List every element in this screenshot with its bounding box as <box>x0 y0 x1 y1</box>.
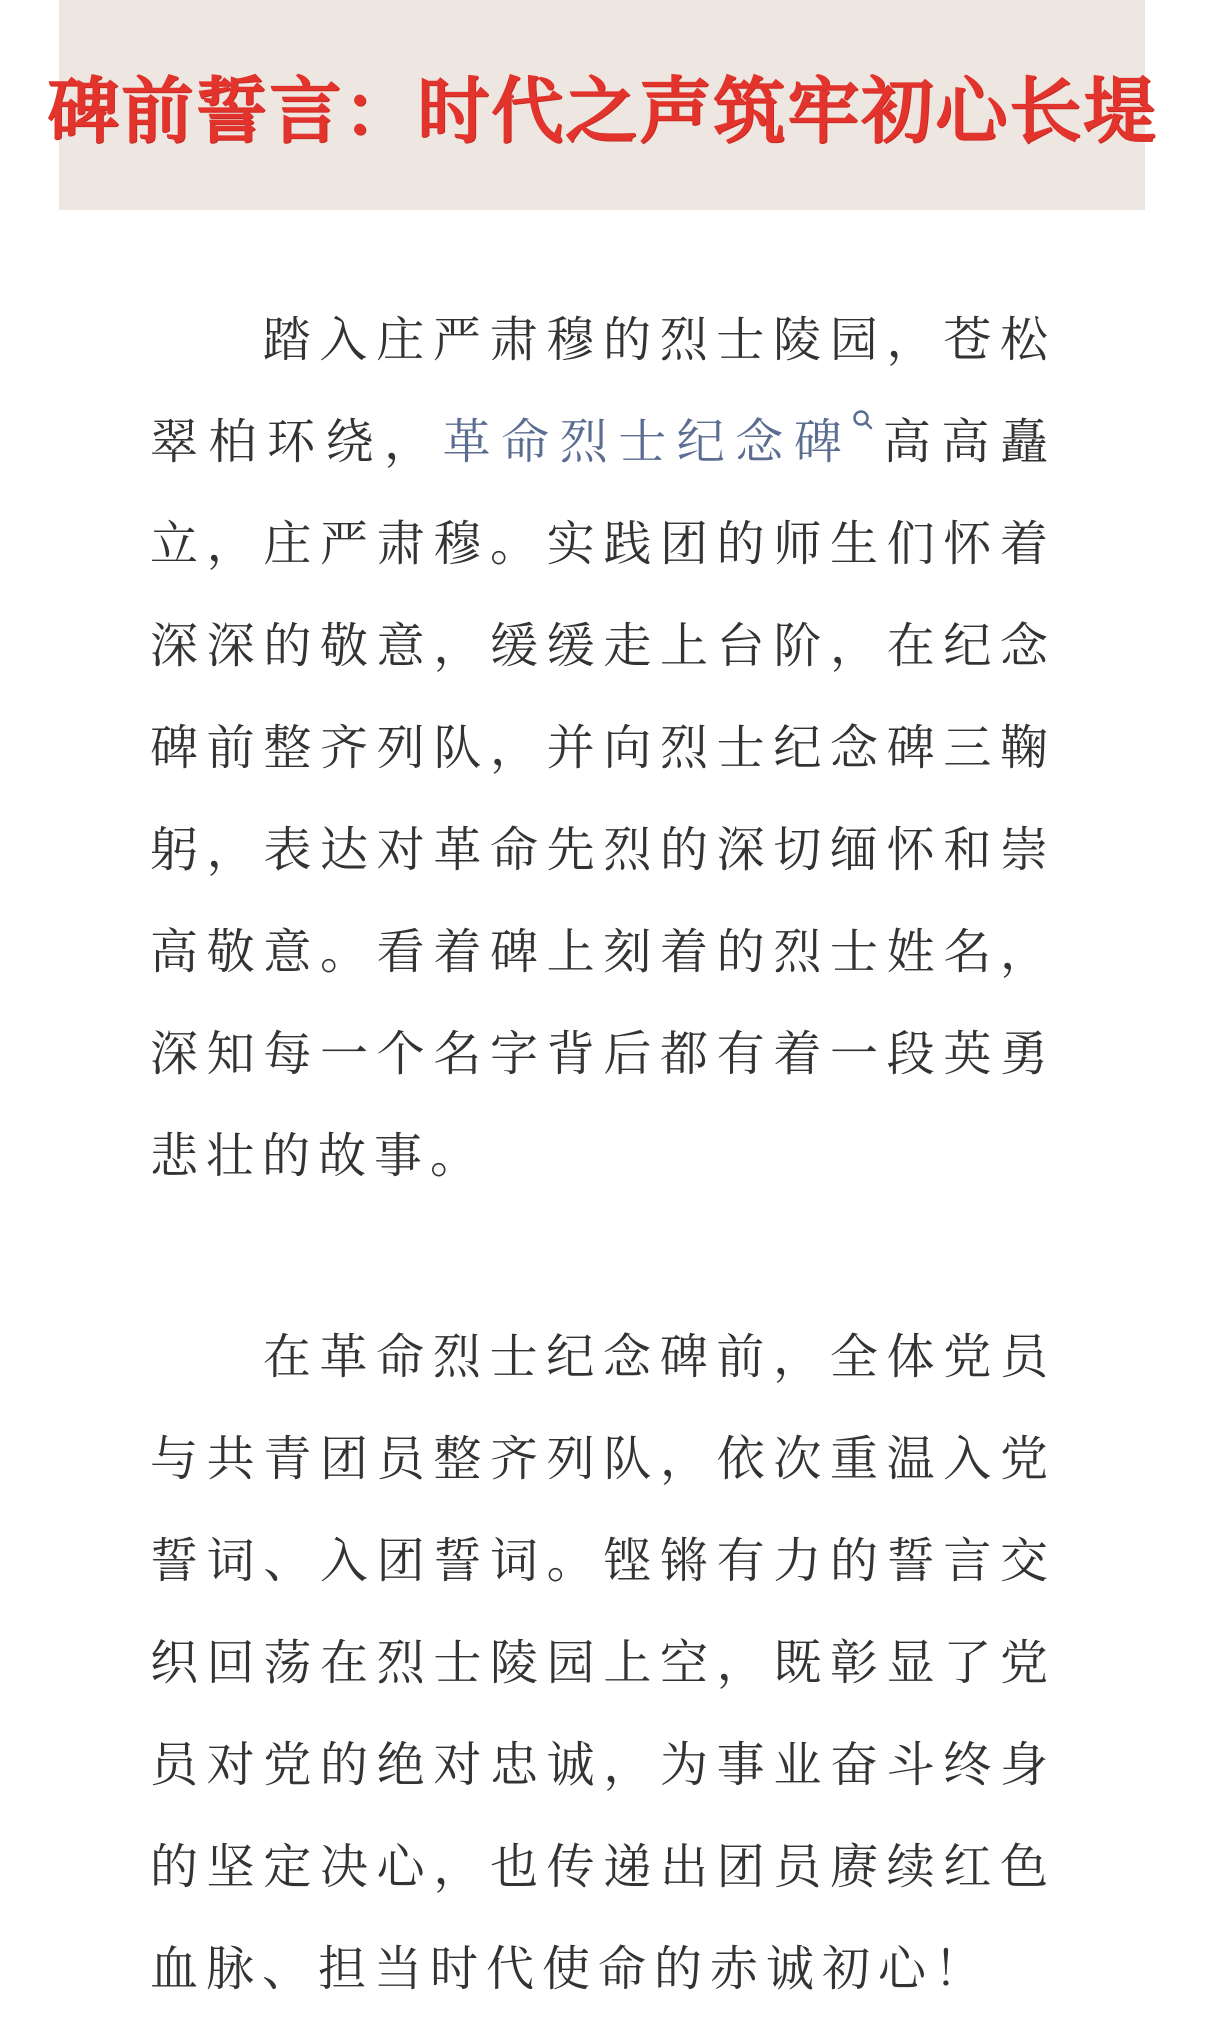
search-icon[interactable] <box>852 409 876 439</box>
title-banner <box>47 0 1158 210</box>
article-paragraph-1 <box>150 289 1056 1207</box>
page-title: 碑前誓言：时代之声筑牢初心长堤 <box>47 68 1158 153</box>
paragraph-1-text-start: 踏入庄严肃穆的烈士陵园，苍松翠柏环绕， <box>150 312 1056 470</box>
article-paragraph-2 <box>150 1306 1056 2020</box>
paragraph-1-text-end: 高高矗立，庄严肃穆。实践团的师生们怀着深深的敬意，缓缓走上台阶，在纪念碑前整齐列队，并向烈士纪念碑三鞠躬，表达对革命先烈的深切缅怀和崇高敬意。看着碑上刻着的烈士姓名，深知每一个名字背后都有着一段英勇悲壮的故事。 <box>150 414 1056 1184</box>
paragraph-2-text: 在革命烈士纪念碑前，全体党员与共青团员整齐列队，依次重温入党誓词、入团誓词。铿锵有力的誓言交织回荡在烈士陵园上空，既彰显了党员对党的绝对忠诚，为事业奋斗终身的坚定决心，也传递出团员赓续红色血脉、担当时代使命的赤诚初心！ <box>150 1329 1056 1997</box>
keyword-link-monument[interactable]: 革命烈士纪念碑 <box>442 414 853 470</box>
